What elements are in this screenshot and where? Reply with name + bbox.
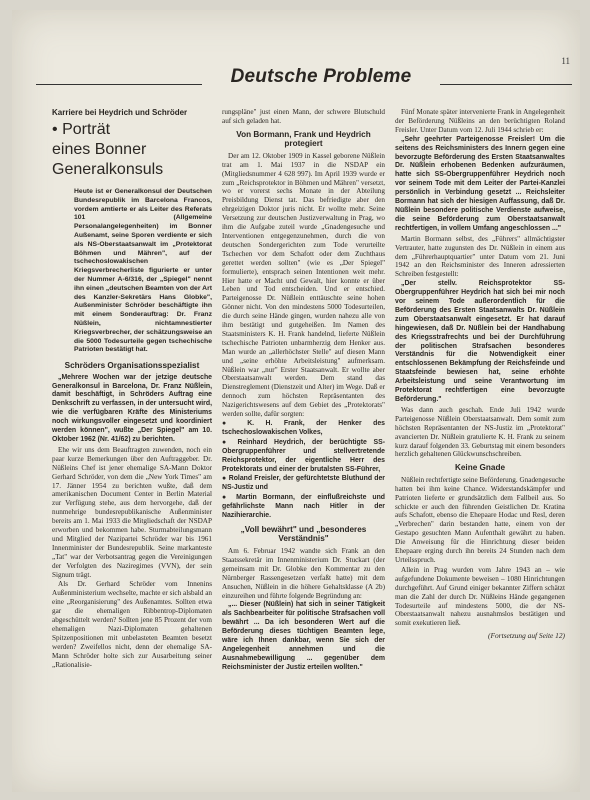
subhead-keine-gnade: Keine Gnade: [454, 463, 506, 473]
quote: „... Dieser (Nüßlein) hat sich in seiner Tätigkeit als Sachbearbeiter für politische Strafsachen voll bewährt ... Da ich besonderen Wert auf die Beförderung dieses tüchtigen Beamten lege, wäre ich Ihnen dankbar, wenn Sie sich der Angelegenheit annehmen und die Ausnahmebewilligung ... gegenüber dem Reichsminister der Justiz erteilen wollten.": [222, 601, 385, 671]
paragraph: Ehe wir uns dem Beauftragten zuwenden, noch ein paar kurze Bemerkungen über den Auftraggeber. Dr. Nüßleins Chef ist jener ehemalige SA-Mann Doktor Gerhard Schröder, von dem die „New York Times" am 17. Jänner 1954 zu berichten wußte, daß dem amerikanischen Document Center in Berlin Material zur Verfügung stehe, aus dem hervorgehe, daß der nunmehrige bundesrepublikanische Außenminister bereits am 1. Mai 1933 die Mitgliedschaft der NSDAP erworben und bekommen habe. Sturmabteilungsmann und Mitglied der Nazipartei Schröder war bis 1961 Innenminister der Bundesrepublik. Seine markanteste „Tat" war der Verbotsantrag gegen die Vereinigungen der Verfolgten des Naziregimes (VVN), der sein Signum trägt.: [52, 445, 212, 579]
article-kicker: Karriere bei Heydrich und Schröder: [52, 108, 188, 117]
newspaper-page: [12, 10, 580, 792]
paragraph: Als Dr. Gerhard Schröder vom Innenins Außenministerium wechselte, machte er sich alsbald an eine „Reorganisierung" des Außenamtes. Sollten etwa gar die ehemaligen Ribbentrop-Diplomaten abgeschüttelt werden? Sollten jene 85 Prozent der vom ehemaligen Nazi-Diplomaten gehaltenen Spitzenpositionen mit unbelasteten Beamten besetzt werden? Zweifellos nicht, denn der ehemalige SA-Mann Schröder holte sich zur Ausarbeitung seiner „Rationalisie-: [52, 580, 212, 669]
headline-bullet: •: [52, 121, 58, 138]
column-2: [222, 108, 385, 674]
section-title: Deutsche Probleme: [202, 66, 440, 88]
paragraph: Am 6. Februar 1942 wandte sich Frank an den Staatssekretär im Innenministerium Dr. Stuckart (der gemeinsam mit Dr. Globke den Kommentar zu den Nürnberger Rassengesetzen verfaßt hatte) mit dem Ansuchen, Nüßlein in die höhere Gehaltsklasse (A 2b) einzureihen und führte folgende Begründung an:: [222, 546, 385, 600]
article-headline: [52, 120, 212, 180]
paragraph: Der am 12. Oktober 1909 in Kassel geborene Nüßlein trat am 1. Mai 1937 in die NSDAP ein (Mitgliedsnummer 4 628 997). Im April 1939 wurde er zum „Reichsprotektor in Böhmen und Mähren" versetzt, wo er vorerst sechs Monate in der Abteilung Preisbildung Dienst tat. Das befriedigte aber den ehrgeizigen Doktor juris nicht. Er wollte mehr. Seine Versetzung zur deutschen Justizverwaltung in Prag, wo ihm die Aufgabe zuteil wurde „Gnadengesuche und Interventionen entgegenzunehmen, durch die von deutschen Sondergerichten zum Tode verurteilte Tschechen vor dem Schafott oder dem Zuchthaus gerettet werden sollten" (wie es „Der Spiegel" formulierte), entsprach seinen Intentionen weit mehr. Hier hatte er Macht und Gewalt, hier konnte er über Leben und Tod entscheiden. Und er entschied. Parteigenosse Dr. Nüßlein enttäuschte seine hohen Gönner nicht. Von den mindestens 5000 Todesurteilen, die durch seine Hände gingen, wurden nahezu alle von ihm bestätigt und gutgeheißen. Im Namen des Staatsministers K. H. Frank handelnd, lieferte Nüßlein tschechische Patrioten unbarmherzig dem Henker aus. Man wurde an „allerhöchster Stelle" auf diesen Mann und „seine erhöhte Arbeitsleistung" aufmerksam. Nüßlein war „nur" Erster Staatsanwalt. Er wollte aber Oberstaatsanwalt werden. Dem stand das Dienstreglement (Dienstzeit und Alter) im Wege. Daß er dennoch zum höchsten Repräsentanten des Nazigerichtswesens auf dem Gebiet des „Protektorats" werden sollte, dafür sorgten:: [222, 151, 385, 419]
column-1: [52, 108, 212, 671]
list-item: ● Roland Freisler, der gefürchtetste Bluthund der NS-Justiz und: [222, 475, 385, 492]
list-item: ● Reinhard Heydrich, der berüchtigte SS-Obergruppenführer und stellvertretende Reichsprotektor, der eigentliche Herr des Protektorats und einer der brutalsten SS-Führer,: [222, 438, 385, 473]
paragraph: Nüßlein rechtfertigte seine Beförderung. Gnadengesuche hatten bei ihm keine Chance. Widerstandskämpfer und Patrioten lieferte er grundsätzlich dem Fallbeil aus. So schickte er auch den führenden Geistlichen Dr. Kratina aufs Schafott, ebenso die Ehepaare Hodac und Resl, deren „Verbrechen" darin bestanden hatte, einem von der Gestapo gesuchten Mann Aufenthalt gewährt zu haben. Die Anweisung für die Hinrichtung dieser beiden Ehepaare erging durch ihn bereits 24 Stunden nach dem Urteilsspruch.: [395, 475, 565, 564]
subhead-voll-bewaehrt: „Voll bewährt" und „besonderes Verständnis": [240, 524, 367, 544]
headline-line-1: Porträt: [62, 121, 111, 138]
quote: „Sehr geehrter Parteigenosse Freisler! Um die seitens des Reichsministers des Innern gegen eine bevorzugte Beförderung des Ersten Staatsanwaltes Dr. Nüßlein erhobenen Bedenken aufzuräumen, hatte sich SS-Obergruppenführer Heydrich noch vor seinem Tode mit dem Leiter der Partei-Kanzlei persönlich in Verbindung gesetzt ... Reichsleiter Bormann hat sich der hiesigen Auffassung, daß Dr. Nüßlein besondere politische Verdienste aufweise, die seine Beförderung zum Oberstaatsanwalt rechtfertigen, in vollem Umfang angeschlossen ...": [395, 135, 565, 232]
headline-line-3: Generalkonsuls: [52, 161, 164, 178]
paragraph: Was dann auch geschah. Ende Juli 1942 wurde Parteigenosse Nüßlein Oberstaatsanwalt. Dem somit zum höchsten Repräsentanten der NS-Justiz im „Protektorat" avancierten Dr. Nüßlein gratulierte K. H. Frank zu seinem kurz darauf folgenden 33. Geburtstag mit einem besonders herzlich gehaltenen Glückwunschschreiben.: [395, 405, 565, 459]
list-item: ● K. H. Frank, der Henker des tschechoslowakischen Volkes,: [222, 420, 385, 436]
paragraph: Martin Bormann selbst, des „Führers" allmächtigster Vertrauter, hatte zugunsten des Dr. Nüßlein in einem aus dem „Führerhauptquartier" unter Datum vom 21. Juni 1942 an den Reichsminister des Inneren adressierten Schreiben festgestellt:: [395, 234, 565, 279]
headline-line-2: eines Bonner: [52, 141, 147, 158]
list-item: ● Martin Bormann, der einflußreichste und gefährlichste Mann nach Hitler in der Nazihierarchie.: [222, 494, 385, 520]
paragraph: Allein in Prag wurden vom Jahre 1943 an – wie aufgefundene Dokumente beweisen – 1080 Hinrichtungen durchgeführt. Auf Grund einiger bekannter Ziffern schätzt man die Zahl der durch Dr. Nüßleins Hände gegangenen Todesurteile auf mindestens 5000, die der NS-Oberstaatsanwalt nahezu ausnahmslos bestätigen und somit exekutieren ließ.: [395, 565, 565, 628]
paragraph: Fünf Monate später intervenierte Frank in Angelegenheit der Beförderung Nüßleins an den berüchtigten Roland Freisler. Unter Datum vom 12. Juli 1944 schrieb er:: [395, 108, 565, 134]
subhead-organisationsspezialist: Schröders Organisationsspezialist: [64, 361, 200, 371]
continuation-note: (Fortsetzung auf Seite 12): [488, 631, 565, 641]
article-lede: Heute ist er Generalkonsul der Deutschen Bundesrepublik im Barcelona Francos, vordem amtierte er als Leiter des Referats 101 (Allgemeine Personalangelegenheiten) im Bonner Außenamt, seine Sporen verdiente er sich als NS-Oberstaatsanwalt im „Protektorat Böhmen und Mähren", auf der tschechoslowakischen Kriegsverbrecherliste figurierte er unter der Nummer A-6/316, der „Spiegel" nennt ihn einen „deutschen Beamten von der Art des Kanzler-Sekretärs Hans Globke", Außenminister Schröder beschäftigte ihn mit einem Sonderauftrag: Dr. Franz Nüßlein, nichtamnestierter Kriegsverbrecher, der schätzungsweise an die 5000 Todesurteile gegen tschechische Patrioten bestätigt hat.: [74, 188, 212, 354]
paragraph: rungspläne" just einen Mann, der schwere Blutschuld auf sich geladen hat.: [222, 108, 385, 125]
quote: „Der stellv. Reichsprotektor SS-Obergruppenführer Heydrich hat sich bei mir noch vor seinem Tode außerordentlich für die Beförderung des Ersten Staatsanwalts Dr. Nüßlein zum Oberstaatsanwalt eingesetzt. Er hat darauf hingewiesen, daß Dr. Nüßlein bei der Handhabung des Kriegsstrafrechts und bei der Durchführung der politischen Strafsachen besonderes Verständnis für die Notwendigkeit einer entschlossenen Bekämpfung der Reichsfeinde und Staatsfeinde bewiesen hat, seine erhöhte Arbeitsleistung und seine Verantwortung im Protektorat rechtfertigen eine bevorzugte Beförderung.": [395, 280, 565, 403]
column-3: [395, 108, 565, 641]
page-number: 11: [561, 56, 570, 66]
subhead-protegiert: Von Bormann, Frank und Heydrich protegiert: [236, 129, 371, 149]
paragraph: „Mehrere Wochen war der jetzige deutsche Generalkonsul in Barcelona, Dr. Franz Nüßlein, damit beschäftigt, in Schröders Auftrag eine Denkschrift zu verfassen, in der untersucht wird, wie die verfügbaren Kräfte des Ministeriums noch wirkungsvoller eingesetzt und koordiniert werden können", wußte „Der Spiegel" am 10. Oktober 1962 (Nr. 41/62) zu berichten.: [52, 373, 212, 443]
